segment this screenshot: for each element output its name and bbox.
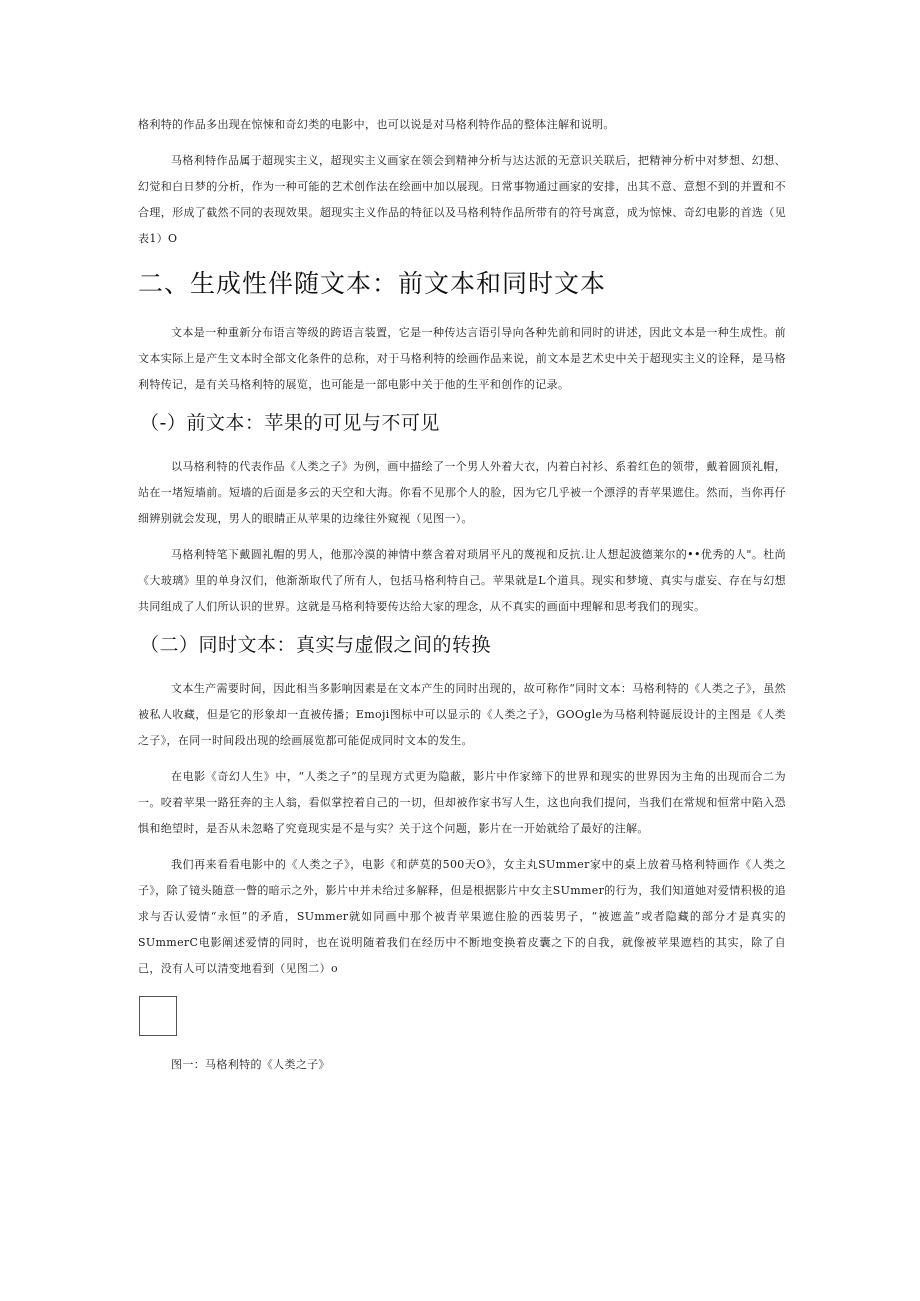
- paragraph-intro-end: 格利特的作品多出现在惊悚和奇幻类的电影中，也可以说是对马格利特作品的整体注解和说明。: [138, 118, 615, 131]
- subheading-simultaneous-text: （二）同时文本：真实与虚假之间的转换: [140, 634, 492, 656]
- paragraph-text-production: 文本生产需要时间，因此相当多影响因素是在文本产生的同时出现的，故可称作“同时文本：马格利特的《人类之子》，虽然被私人收藏，但是它的形象却一直被传播；Emoji图标中可以显示的《人类之子》，GOOgle为马格利特诞辰设计的主图是《人类之子》，在同一时间段出现的绘画展览都可能促成同时文本的发生。: [138, 682, 786, 747]
- paragraph-text-definition: 文本是一种重新分布语言等级的跨语言装置，它是一种传达言语引导向各种先前和同时的讲述，因此文本是一种生成性。前文本实际上是产生文本时全部文化条件的总称，对于马格利特的绘画作品来说，前文本是艺术史中关于超现实主义的诠释，是马格利特传记，是有关马格利特的展览，也可能是一部电影中关于他的生平和创作的记录。: [138, 326, 786, 391]
- section-heading-2: 二、生成性伴随文本：前文本和同时文本: [138, 269, 607, 298]
- paragraph-son-of-man: 以马格利特的代表作品《人类之子》为例，画中描绘了一个男人外着大衣，内着白衬衫、系着红色的领带，戴着圆顶礼帽，站在一堵短墙前。短墙的后面是多云的天空和大海。你看不见那个人的脸，因为它几乎被一个漂浮的青苹果遮住。然而，当你再仔细辨别就会发现，男人的眼睛正从苹果的边缘往外窥视（见图一）。: [138, 460, 786, 525]
- paragraph-500-days: 我们再来看看电影中的《人类之子》，电影《和萨莫的500天O》，女主丸SUmmer家中的桌上放着马格利特画作《人类之子》，除了镜头随意一瞥的暗示之外，影片中并未给过多解释，但是根据影片中女主SUmmer的行为，我们知道她对爱情积极的追求与否认爱情“永恒”的矛盾，SUmmer就如同画中那个被青苹果遮住脸的西装男子，“被遮盖”或者隐藏的部分才是真实的SUmmerC电影阐述爱情的同时，也在说明随着我们在经历中不断地变换着皮囊之下的自我，就像被苹果遮档的其实，除了自己，没有人可以清变地看到（见图二）o: [138, 858, 786, 975]
- document-page: [138, 112, 786, 1074]
- paragraph-surrealism: 马格利特作品属于超现实主义，超现实主义画家在领会到精神分析与达达派的无意识关联后，把精神分析中对梦想、幻想、幻觉和白日梦的分析，作为一种可能的艺术创作法在绘画中加以展现。日常事物通过画家的安排，出其不意、意想不到的并置和不合理，形成了截然不同的表现效果。超现实主义作品的特征以及马格利特作品所带有的符号寓意，成为惊悚、奇幻电影的首选（见表1）O: [138, 154, 786, 245]
- figure-image-placeholder: [139, 996, 177, 1036]
- paragraph-bowler-hat: 马格利特笔下戴圆礼帽的男人，他那冷漠的神情中蔡含着对琐屑平凡的蔑视和反抗.让人想起波德莱尔的••优秀的人"。杜尚《大玻璃》里的单身汉们，他渐渐取代了所有人，包括马格利特自己。苹果就是L个道具。现实和梦境、真实与虚妄、存在与幻想共同组成了人们所认识的世界。这就是马格利特要传达给大家的理念，从不真实的画面中理解和思考我们的现实。: [138, 548, 786, 613]
- figure-caption: 图一：马格利特的《人类之子》: [171, 1058, 330, 1071]
- subheading-pretext: （-）前文本：苹果的可见与不可见: [140, 412, 440, 434]
- paragraph-stranger-than-fiction: 在电影《奇幻人生》中，“人类之子”的呈现方式更为隐蔽，影片中作家缔下的世界和现实的世界因为主角的出现而合二为一。咬着苹果一路狂奔的主人翁，看似掌控着自己的一切，但却被作家书写人生，这也向我们提问，当我们在常规和恒常中陷入恐惧和绝望时，是否从未忽略了究竟现实是不是与实？关于这个问题，影片在一开始就给了最好的注解。: [138, 770, 786, 835]
